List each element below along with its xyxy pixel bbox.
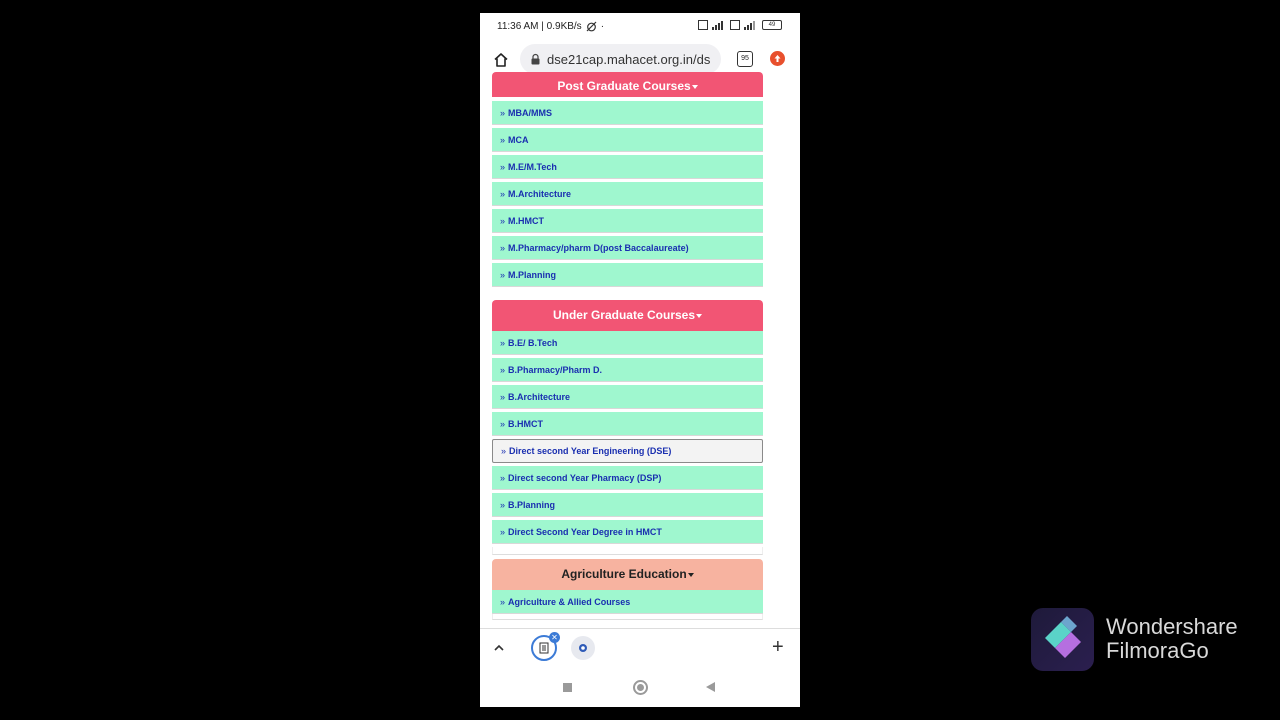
agriculture-panel xyxy=(492,559,764,620)
undergrad-title: Under Graduate Courses xyxy=(552,308,696,322)
double-chevron-icon: » xyxy=(500,242,506,253)
postgrad-header[interactable] xyxy=(492,72,763,97)
panel-footer xyxy=(492,547,763,555)
browser-bottom-bar xyxy=(480,628,800,669)
update-icon[interactable] xyxy=(770,51,785,66)
postgrad-panel xyxy=(492,72,764,290)
panel-footer xyxy=(492,614,763,620)
course-item[interactable] xyxy=(492,182,763,206)
course-item[interactable] xyxy=(492,385,763,409)
signal-icon-2 xyxy=(744,21,758,30)
caret-down-icon xyxy=(696,314,702,318)
course-item[interactable] xyxy=(492,101,763,125)
course-label: Agriculture & Allied Courses xyxy=(508,596,631,607)
chevron-up-icon[interactable] xyxy=(493,641,505,659)
document-icon xyxy=(539,642,549,654)
course-item[interactable] xyxy=(492,209,763,233)
double-chevron-icon: » xyxy=(500,269,506,280)
double-chevron-icon: » xyxy=(500,134,506,145)
course-label: B.E/ B.Tech xyxy=(508,337,558,348)
tab-count-button[interactable]: 95 xyxy=(737,51,753,67)
double-chevron-icon: » xyxy=(500,107,506,118)
course-label: M.E/M.Tech xyxy=(508,161,557,172)
course-label: M.Pharmacy/pharm D(post Baccalaureate) xyxy=(508,242,689,253)
watermark-line2: FilmoraGo xyxy=(1106,638,1209,663)
double-chevron-icon: » xyxy=(500,188,506,199)
double-chevron-icon: » xyxy=(500,337,506,348)
close-tab-icon[interactable]: ✕ xyxy=(549,632,560,643)
course-item[interactable] xyxy=(492,128,763,152)
course-label: M.HMCT xyxy=(508,215,545,226)
back-icon[interactable] xyxy=(706,682,715,692)
course-item[interactable] xyxy=(492,412,763,436)
filmorago-logo-icon xyxy=(1031,608,1094,671)
undergrad-list xyxy=(492,331,764,544)
address-input[interactable] xyxy=(520,44,721,74)
phone-screen xyxy=(480,13,800,707)
course-item-selected[interactable] xyxy=(492,439,763,463)
double-chevron-icon: » xyxy=(500,499,506,510)
course-item[interactable] xyxy=(492,263,763,287)
course-label: Direct second Year Pharmacy (DSP) xyxy=(508,472,662,483)
double-chevron-icon: » xyxy=(500,364,506,375)
caret-down-icon xyxy=(692,85,698,89)
status-bar xyxy=(480,13,800,41)
new-tab-plus-icon[interactable]: + xyxy=(772,636,784,658)
tab-thumbnail[interactable] xyxy=(571,636,595,660)
course-label: MBA/MMS xyxy=(508,107,553,118)
double-chevron-icon: » xyxy=(500,215,506,226)
home-icon[interactable] xyxy=(490,49,512,71)
battery-icon: 49 xyxy=(762,20,782,30)
agriculture-title: Agriculture Education xyxy=(561,567,687,581)
watermark-line1: Wondershare xyxy=(1106,614,1238,639)
double-chevron-icon: » xyxy=(500,391,506,402)
double-chevron-icon: » xyxy=(500,526,506,537)
dot-icon: · xyxy=(600,21,605,32)
course-label: Direct Second Year Degree in HMCT xyxy=(508,526,662,537)
status-time-speed: 11:36 AM | 0.9KB/s xyxy=(497,21,582,32)
alarm-off-icon xyxy=(586,21,597,32)
course-item[interactable] xyxy=(492,358,763,382)
course-label: Direct second Year Engineering (DSE) xyxy=(509,446,672,456)
course-item[interactable] xyxy=(492,520,763,544)
course-item[interactable] xyxy=(492,493,763,517)
sim-icon xyxy=(698,20,708,30)
sim-icon-2 xyxy=(730,20,740,30)
double-chevron-icon: » xyxy=(500,161,506,172)
postgrad-list xyxy=(492,97,764,287)
double-chevron-icon: » xyxy=(500,418,506,429)
double-chevron-icon: » xyxy=(500,596,506,607)
recents-icon[interactable] xyxy=(563,683,572,692)
course-item[interactable] xyxy=(492,236,763,260)
signal-icon xyxy=(712,21,726,30)
android-nav-bar xyxy=(480,668,800,707)
filmorago-watermark xyxy=(1031,607,1238,671)
caret-down-icon xyxy=(688,573,694,577)
undergrad-header[interactable] xyxy=(492,300,763,331)
course-label: B.Architecture xyxy=(508,391,571,402)
course-item[interactable] xyxy=(492,331,763,355)
course-item[interactable] xyxy=(492,590,763,614)
url-text: dse21cap.mahacet.org.in/ds xyxy=(547,51,711,67)
postgrad-title: Post Graduate Courses xyxy=(557,79,691,93)
course-label: B.Planning xyxy=(508,499,556,510)
course-label: B.Pharmacy/Pharm D. xyxy=(508,364,603,375)
double-chevron-icon: » xyxy=(501,446,507,456)
course-label: B.HMCT xyxy=(508,418,544,429)
globe-icon xyxy=(578,643,588,653)
course-label: M.Planning xyxy=(508,269,557,280)
page-content xyxy=(480,81,800,628)
course-label: MCA xyxy=(508,134,529,145)
lock-icon xyxy=(531,54,540,65)
course-label: M.Architecture xyxy=(508,188,572,199)
double-chevron-icon: » xyxy=(500,472,506,483)
undergrad-panel xyxy=(492,300,764,555)
course-item[interactable] xyxy=(492,155,763,179)
agriculture-header[interactable] xyxy=(492,559,763,590)
home-nav-icon[interactable] xyxy=(633,680,648,695)
course-item[interactable] xyxy=(492,466,763,490)
